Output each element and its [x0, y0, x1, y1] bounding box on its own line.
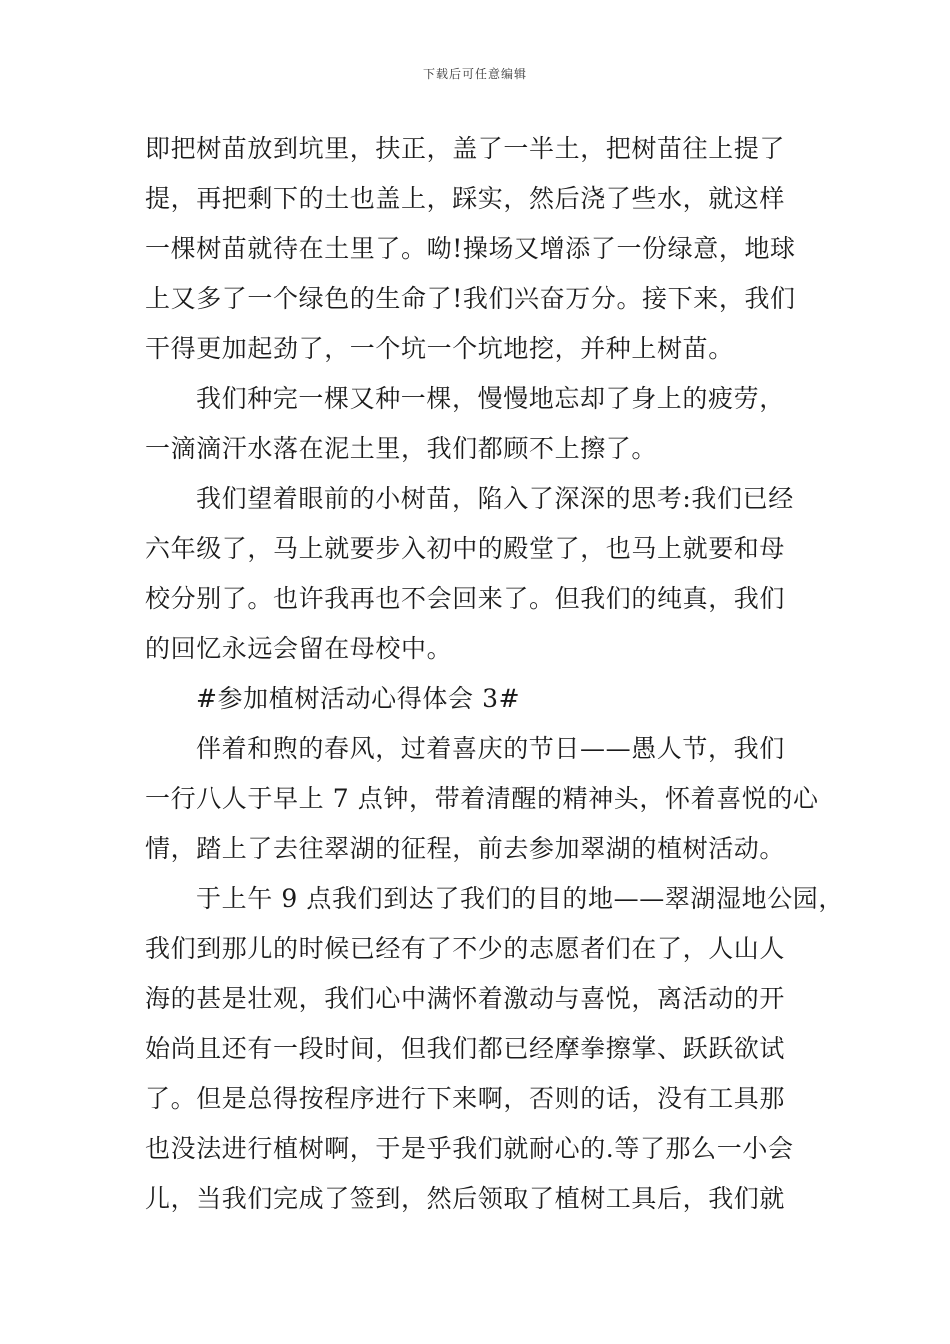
- text-line: 即把树苗放到坑里，扶正，盖了一半土，把树苗往上提了: [145, 134, 786, 163]
- text-line: 伴着和煦的春风，过着喜庆的节日——愚人节，我们: [196, 734, 785, 763]
- page-header: 下载后可任意编辑: [422, 67, 527, 81]
- text-line: 上又多了一个绿色的生命了!我们兴奋万分。接下来，我们: [145, 284, 796, 313]
- text-line: 始尚且还有一段时间，但我们都已经摩拳擦掌、跃跃欲试: [145, 1034, 786, 1063]
- text-line: 一行八人于早上 7 点钟，带着清醒的精神头，怀着喜悦的心: [145, 784, 819, 813]
- text-line: 海的甚是壮观，我们心中满怀着激动与喜悦，离活动的开: [145, 984, 786, 1013]
- text-line: 干得更加起劲了，一个坑一个坑地挖，并种上树苗。: [145, 334, 734, 363]
- text-line: 的回忆永远会留在母校中。: [145, 634, 453, 663]
- text-line: 六年级了，马上就要步入初中的殿堂了，也马上就要和母: [145, 534, 786, 563]
- text-line: 一棵树苗就待在土里了。呦!操场又增添了一份绿意，地球: [145, 234, 796, 263]
- text-line: 于上午 9 点我们到达了我们的目的地——翠湖湿地公园，: [196, 884, 845, 913]
- section-heading: #参加植树活动心得体会 3#: [196, 684, 521, 713]
- text-line: 情，踏上了去往翠湖的征程，前去参加翠湖的植树活动。: [145, 834, 786, 863]
- text-line: 我们到那儿的时候已经有了不少的志愿者们在了，人山人: [145, 934, 786, 963]
- text-line: 也没法进行植树啊，于是乎我们就耐心的.等了那么一小会: [145, 1134, 794, 1163]
- text-line: 提，再把剩下的土也盖上，踩实，然后浇了些水，就这样: [145, 184, 786, 213]
- text-line: 了。但是总得按程序进行下来啊，否则的话，没有工具那: [145, 1084, 786, 1113]
- text-line: 我们望着眼前的小树苗，陷入了深深的思考:我们已经: [196, 484, 794, 513]
- text-line: 儿，当我们完成了签到，然后领取了植树工具后，我们就: [145, 1184, 786, 1213]
- text-line: 校分别了。也许我再也不会回来了。但我们的纯真，我们: [145, 584, 786, 613]
- text-line: 一滴滴汗水落在泥土里，我们都顾不上擦了。: [145, 434, 658, 463]
- text-line: 我们种完一棵又种一棵，慢慢地忘却了身上的疲劳，: [196, 384, 785, 413]
- document-body: [145, 124, 845, 1224]
